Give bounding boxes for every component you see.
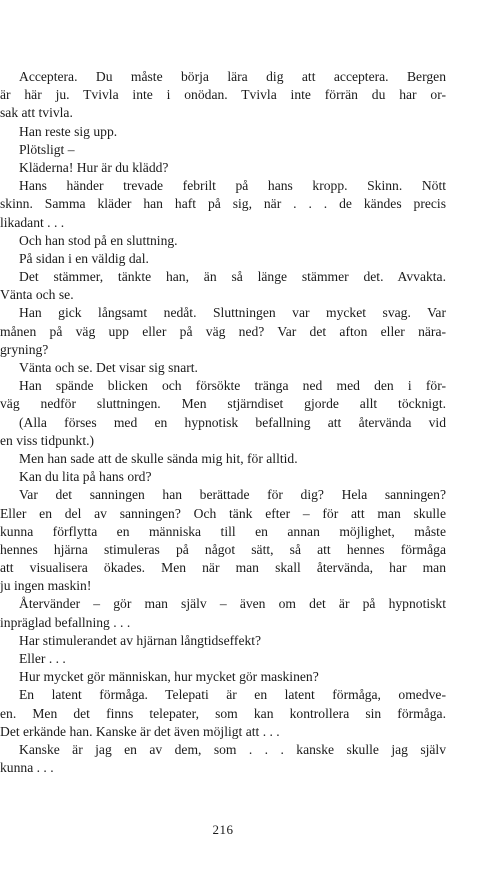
text-line-content: Har stimulerandet av hjärnan långtidseffekt? — [19, 632, 262, 648]
text-line — [0, 614, 446, 632]
text-line — [0, 141, 446, 159]
text-line — [0, 377, 446, 395]
text-line-content: Han spände blicken och försökte tränga ned med den i för- — [19, 378, 446, 394]
text-line-content: Kan du lita på hans ord? — [19, 469, 152, 485]
text-line-content: Kläderna! Hur är du klädd? — [19, 159, 169, 175]
text-line-content: Hans händer trevade febrilt på hans kropp. Skinn. Nött — [19, 178, 446, 194]
text-line — [0, 359, 446, 377]
text-line-content: månen på väg upp eller på väg ned? Var det afton eller nära- — [0, 323, 446, 339]
text-line — [0, 250, 446, 268]
text-line-content: Återvänder – gör man själv – även om det är på hypnotiskt — [19, 596, 446, 612]
text-line — [0, 177, 446, 195]
text-line-content: gryning? — [0, 341, 49, 357]
text-line-content: inpräglad befallning . . . — [0, 614, 131, 630]
text-line-content: är här ju. Tvivla inte i onödan. Tvivla inte förrän du har or- — [0, 87, 446, 103]
text-line-content: skinn. Samma kläder han haft på sig, när . . . de kändes precis — [0, 196, 446, 212]
text-line-content: en. Men det finns telepater, som kan kontrollera sin förmåga. — [0, 705, 446, 721]
text-line — [0, 541, 446, 559]
text-line — [0, 286, 446, 304]
text-line-content: Vänta och se. — [0, 287, 74, 303]
text-line — [0, 214, 446, 232]
text-line-content: Vänta och se. Det visar sig snart. — [19, 360, 198, 375]
text-line-content: ju ingen maskin! — [0, 578, 92, 594]
text-line — [0, 395, 446, 413]
text-line — [0, 232, 446, 250]
text-line-content: Kanske är jag en av dem, som . . . kanske skulle jag själv — [19, 741, 446, 757]
text-line — [0, 195, 446, 213]
text-line-content: Plötsligt – — [19, 141, 75, 157]
text-line-content: På sidan i en väldig dal. — [19, 250, 149, 266]
text-line — [0, 123, 446, 141]
text-line-content: Acceptera. Du måste börja lära dig att acceptera. Bergen — [19, 69, 446, 84]
text-line — [0, 86, 446, 104]
text-line-content: hennes hjärna stimuleras på något sätt, så att hennes förmåga — [0, 541, 446, 557]
text-line-content: En latent förmåga. Telepati är en latent förmåga, omedve- — [19, 687, 446, 703]
text-line-content: att visualisera ökades. Men när man skall återvända, har man — [0, 560, 446, 576]
text-line-content: väg nedför sluttningen. Men stjärndiset gjorde allt töcknigt. — [0, 396, 446, 412]
text-line-content: (Alla förses med en hypnotisk befallning att återvända vid — [19, 414, 446, 430]
text-line — [0, 268, 446, 286]
text-line-content: kunna . . . — [0, 760, 54, 776]
body-text — [0, 68, 446, 777]
text-line-content: Eller . . . — [19, 651, 66, 666]
text-line — [0, 68, 446, 86]
text-line-content: Han reste sig upp. — [19, 123, 118, 139]
text-line — [0, 104, 446, 122]
text-line — [0, 523, 446, 541]
text-line-content: Det stämmer, tänkte han, än så länge stämmer det. Avvakta. — [19, 269, 446, 285]
text-line — [0, 486, 446, 504]
text-line-content: likadant . . . — [0, 214, 65, 230]
text-line — [0, 432, 446, 450]
text-line — [0, 159, 446, 177]
text-line — [0, 414, 446, 432]
text-line — [0, 323, 446, 341]
text-line-content: sak att tvivla. — [0, 105, 73, 121]
text-line — [0, 505, 446, 523]
text-line — [0, 632, 446, 650]
text-line-content: Var det sanningen han berättade för dig? Hela sanningen? — [19, 487, 446, 503]
text-line — [0, 450, 446, 468]
text-line — [0, 559, 446, 577]
text-line-content: Och han stod på en sluttning. — [19, 232, 178, 248]
text-line — [0, 668, 446, 686]
text-line-content: Eller en del av sanningen? Och tänk efter – för att man skulle — [0, 505, 446, 521]
text-line — [0, 341, 446, 359]
text-line — [0, 705, 446, 723]
text-line-content: Hur mycket gör människan, hur mycket gör maskinen? — [19, 669, 319, 685]
text-line — [0, 304, 446, 322]
text-line-content: Men han sade att de skulle sända mig hit, för alltid. — [19, 450, 298, 466]
text-line — [0, 468, 446, 486]
text-line-content: kunna förflytta en människa till en annan möjlighet, måste — [0, 523, 446, 539]
text-line-content: Det erkände han. Kanske är det även möjligt att . . . — [0, 723, 280, 739]
page-number: 216 — [212, 822, 234, 837]
text-line — [0, 577, 446, 595]
text-line — [0, 595, 446, 613]
text-line — [0, 723, 446, 741]
text-line-content: Han gick långsamt nedåt. Sluttningen var mycket svag. Var — [19, 305, 446, 321]
text-line — [0, 686, 446, 704]
text-line-content: en viss tidpunkt.) — [0, 432, 95, 448]
text-line — [0, 759, 446, 777]
text-line — [0, 741, 446, 759]
text-line — [0, 650, 446, 668]
